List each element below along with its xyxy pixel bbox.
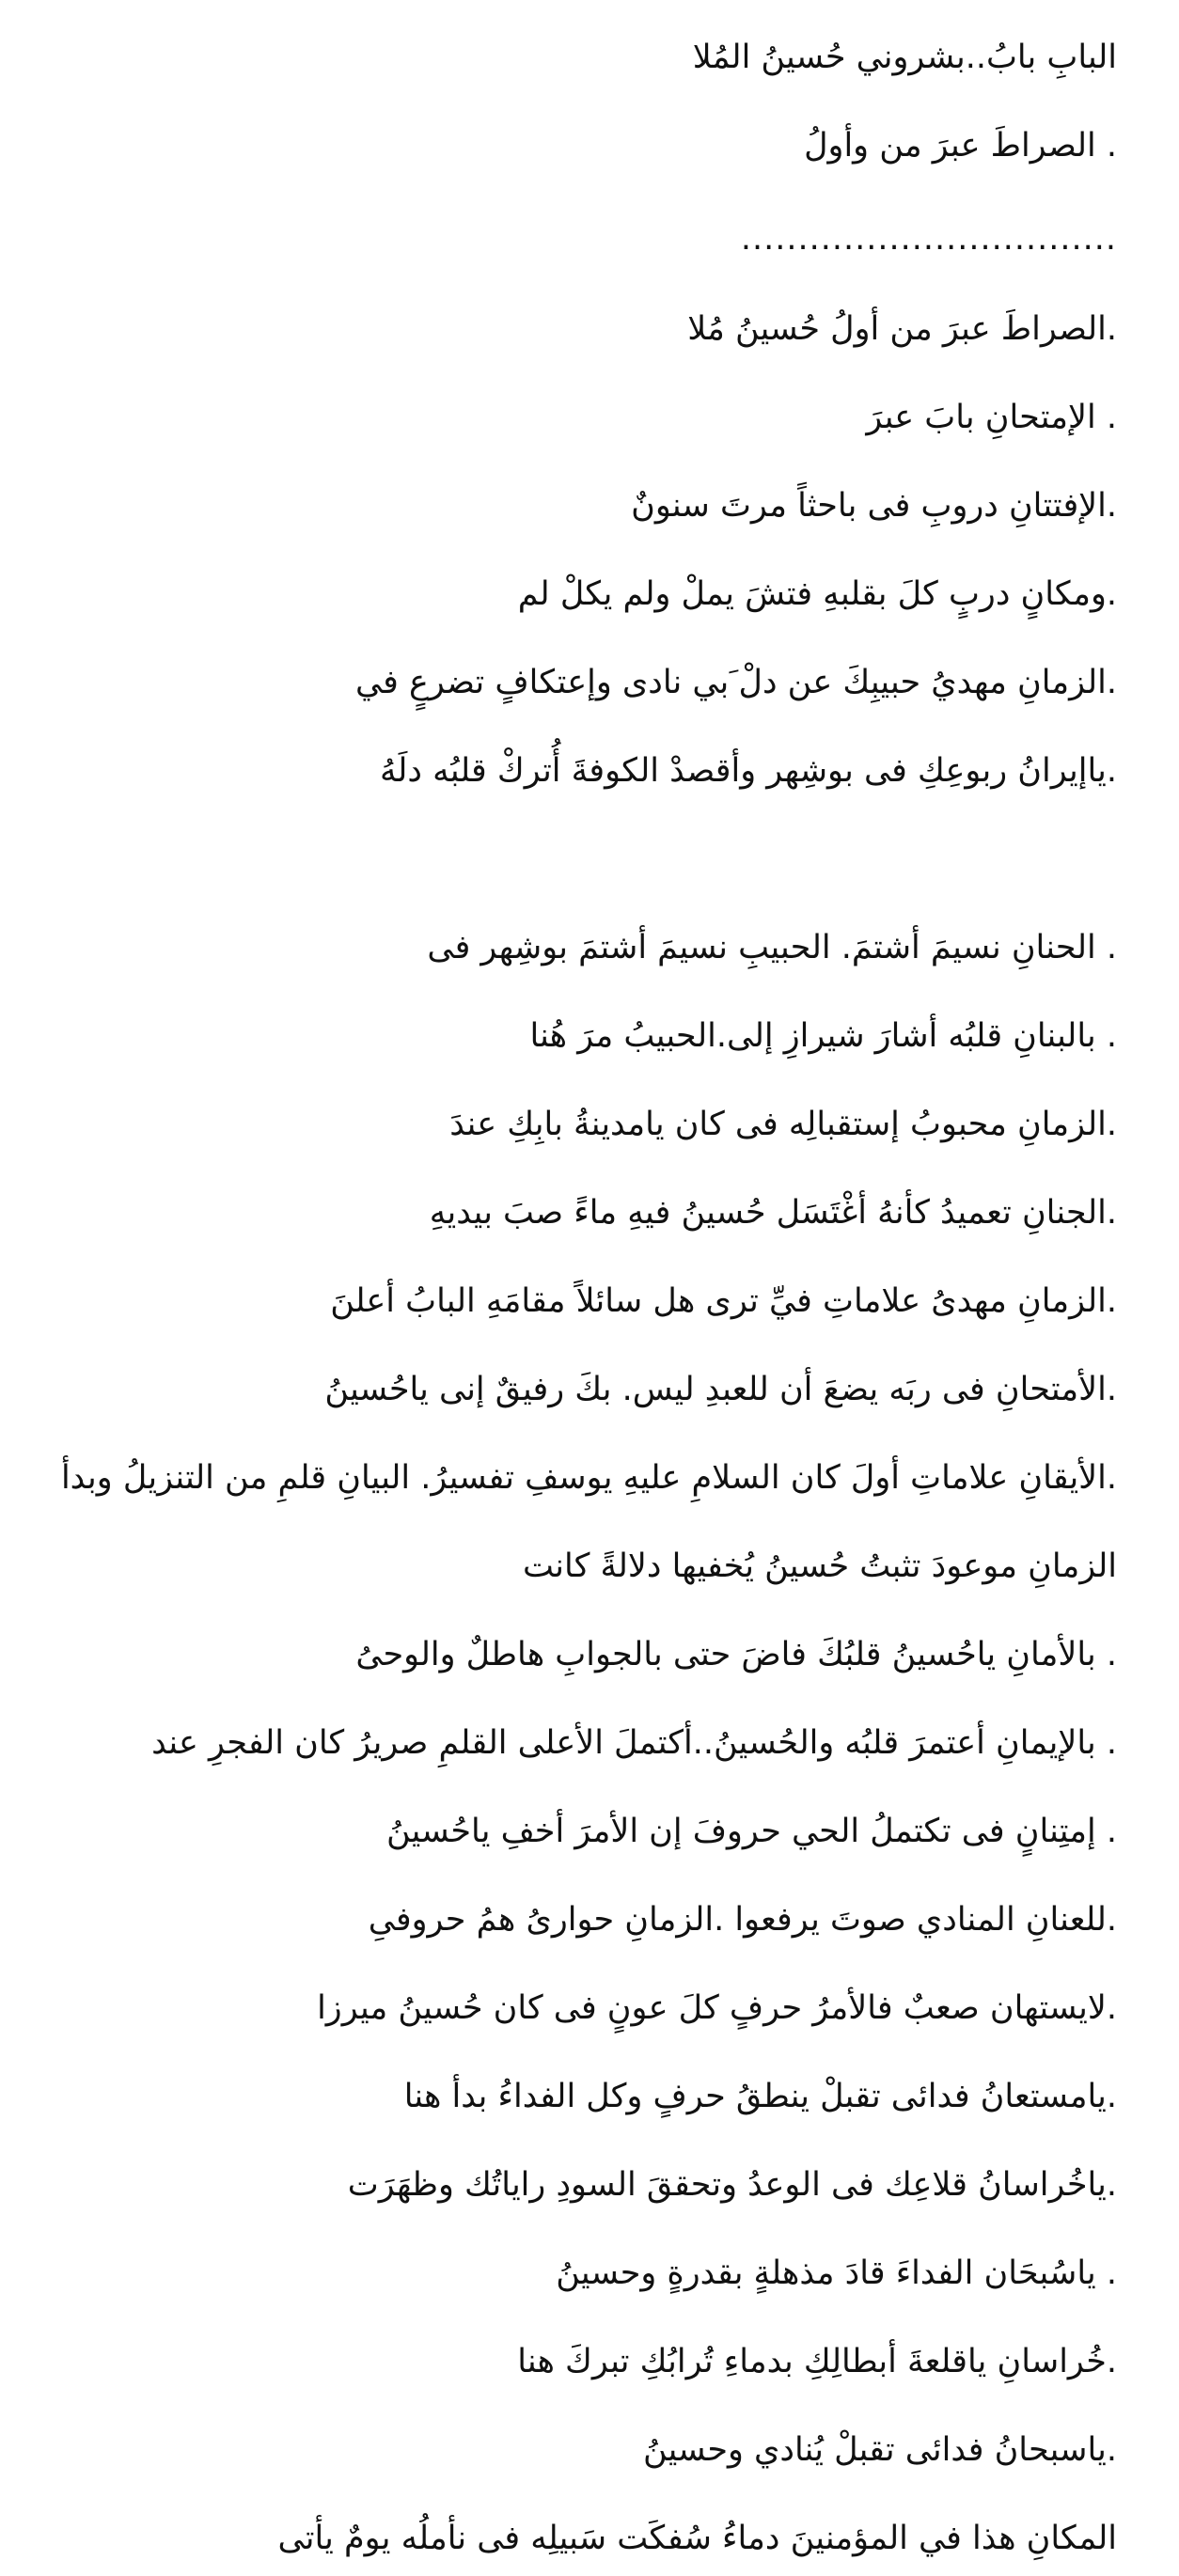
poem-line: .الزمانِ مهدىُ علاماتِ فيِّ ترى هل سائلاً مقامَهِ البابُ أعلنَ: [330, 1282, 1117, 1320]
dotted-separator: .................................: [740, 220, 1117, 258]
poem-line: . الحنانِ نسيمَ أشتمَ. الحبيبِ نسيمَ أشتمَ بوشِهر فى: [427, 929, 1117, 966]
poem-line: المكانِ هذا في المؤمنينَ دماءُ سُفكَت سَبيلِه فى نأملُه يومٌ يأتى: [277, 2520, 1117, 2557]
poem-line: . بالأمانِ ياحُسينُ قلبُكَ فاضَ حتى بالجوابِ هاطلٌ والوحىُ: [355, 1636, 1117, 1673]
poem-line: .الزمانِ محبوبُ إستقبالِه فى كان يامدينةُ بابِكِ عندَ: [449, 1106, 1117, 1143]
poem-line: . إمتِنانٍ فى تكتملُ الحي حروفَ إن الأمرَ أخفِ ياحُسينُ: [385, 1813, 1117, 1850]
poem-line: .الأيقانِ علاماتِ أولَ كان السلامِ عليهِ يوسفِ تفسيرُ. البيانِ قلمِ من التنزيلُ وبدأ: [60, 1459, 1117, 1497]
poem-line: .ياسبحانُ فدائى تقبلْ يُنادي وحسينُ: [642, 2431, 1117, 2469]
poem-line: .الأمتحانِ فى ربَه يضعَ أن للعبدِ ليس. بكَ رفيقٌ إنى ياحُسينُ: [324, 1371, 1117, 1408]
poem-line: .لايستهان صعبٌ فالأمرُ حرفٍ كلَ عونٍ فى كان حُسينُ ميرزا: [317, 1989, 1117, 2027]
poem-line: .الصراطَ عبرَ من أولُ حُسينُ مُلا: [687, 310, 1117, 348]
poem-line: . الإمتحانِ بابَ عبرَ: [866, 399, 1117, 436]
poem-line: .ياإيرانُ ربوعِكِ فى بوشِهر وأقصدْ الكوفةَ أُتركْ قلبُه دلَهُ: [380, 752, 1117, 790]
poem-line: .الزمانِ مهديُ حبيبِكَ عن دلْ َبي نادى وإعتكافٍ تضرعٍ في: [354, 664, 1117, 701]
poem-line: .خُراسانِ ياقلعةَ أبطالِكِ بدماءِ تُرابُكِ تبركَ هنا: [517, 2343, 1117, 2380]
poem-line: .للعنانِ المنادي صوتَ يرفعوا .الزمانِ حوارىُ همُ حروفىِ: [368, 1901, 1117, 1939]
poem-line: .ياخُراسانُ قلاعِك فى الوعدُ وتحققَ السودِ راياتُك وظهَرَت: [347, 2166, 1117, 2204]
poem-line: .يامستعانُ فدائى تقبلْ ينطقُ حرفٍ وكل الفداءُ بدأ هنا: [403, 2078, 1117, 2115]
poem-line: . ياسُبحَان الفداءَ قادَ مذهلةٍ بقدرةٍ وحسينُ: [556, 2254, 1117, 2292]
poem-line: . بالبنانِ قلبُه أشارَ شيرازِ إلى.الحبيبُ مرَ هُنا: [529, 1017, 1117, 1055]
poem-line: . بالإيمانِ أعتمرَ قلبُه والحُسينُ..أكتملَ الأعلى القلمِ صريرُ كان الفجرِ عند: [151, 1724, 1117, 1762]
poem-line: .الإفتتانِ دروبِ فى باحثاً مرتَ سنونٌ: [631, 487, 1117, 525]
poem-line: البابِ بابُ..بشروني حُسينُ المُلا: [692, 39, 1117, 76]
poem-line: . الصراطَ عبرَ من وأولُ: [804, 127, 1117, 165]
poem-line: .ومكانٍ دربٍ كلَ بقلبهِ فتشَ يملْ ولم يكلْ لم: [517, 575, 1117, 613]
poem-line: الزمانِ موعودَ تثبتُ حُسينُ يُخفيها دلالةً كانت: [522, 1547, 1117, 1585]
poem-line: .الجنانِ تعميدُ كأنهُ أغْتَسَل حُسينُ فيهِ ماءً صبَ بيديهِ: [429, 1194, 1117, 1232]
